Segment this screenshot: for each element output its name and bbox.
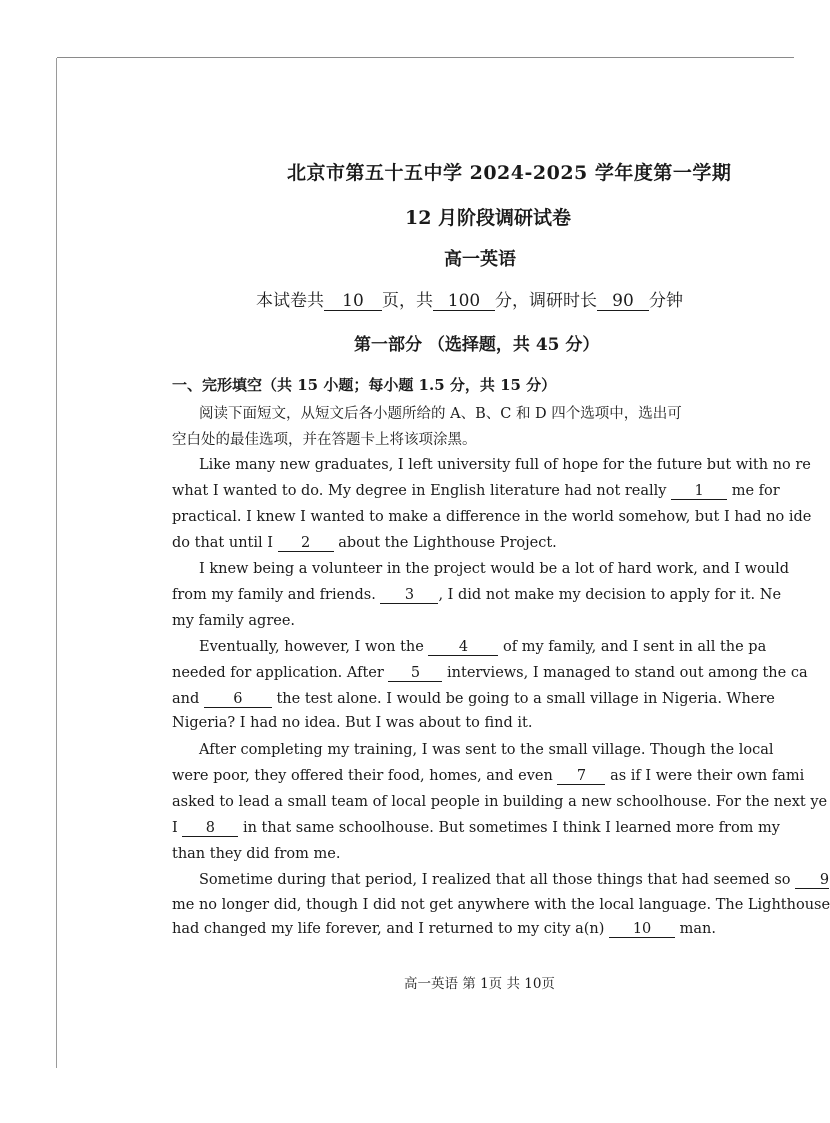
left-border-line [56,58,57,1068]
school-title: 北京市第五十五中学 2024-2025 学年度第一学期 [287,162,732,184]
blank-6: 6 [204,691,272,708]
blank-4: 4 [428,639,498,656]
passage-text: about the Lighthouse Project. [338,535,557,551]
passage-line [172,896,830,914]
exam-title: 12 月阶段调研试卷 [405,207,572,229]
passage-text: had changed my life forever, and I returned to my city a(n) [172,921,605,937]
exam-info [256,286,683,311]
passage-text: man. [679,921,716,937]
passage-line [172,456,811,474]
passage-text: of my family, and I sent in all the pa [503,639,767,655]
passage-text: me for [731,483,780,499]
passage-line [172,638,766,656]
passage-line [172,534,557,552]
passage-line [172,845,340,863]
passage-line [172,819,780,837]
passage-line [172,714,532,732]
blank-5: 5 [388,665,442,682]
passage-text: , I did not make my decision to apply for it. Ne [438,587,782,603]
passage-line [172,741,773,759]
instructions-cont [172,428,794,449]
passage-text: needed for application. After [172,665,384,681]
passage-line [172,920,716,938]
blank-8: 8 [182,820,238,837]
page-count: 10 [324,292,382,311]
exam-info-prefix: 本试卷共 [256,291,324,311]
passage-line [172,586,781,604]
total-score: 100 [433,292,495,311]
passage-line [172,793,827,811]
passage-text: in that same schoolhouse. But sometimes I think I learned more from my [242,820,780,836]
passage-text: Sometime during that period, I realized that all those things that had seemed so [199,872,791,888]
blank-7: 7 [557,768,605,785]
passage-line [172,690,775,708]
blank-9: 9 [795,872,829,889]
passage-text: do that until I [172,535,273,551]
exam-info-score-unit: 分，调研时长 [495,291,597,311]
passage-text: practical. I knew I wanted to make a difference in the world somehow, but I had no ide [172,509,812,525]
instructions [172,402,794,423]
passage-text: the test alone. I would be going to a small village in Nigeria. Where [276,691,775,707]
passage-line [172,871,829,889]
blank-2: 2 [278,535,334,552]
passage-text: I [172,820,178,836]
passage-text: were poor, they offered their food, homes, and even [172,768,553,784]
passage-text: me no longer did, though I did not get anywhere with the local language. The Lighthouse [172,897,830,913]
top-border-line [57,57,794,58]
passage-text: as if I were their own fami [610,768,805,784]
passage-text: Eventually, however, I won the [199,639,424,655]
passage-text: Like many new graduates, I left university full of hope for the future but with no re [199,457,811,473]
passage-text: from my family and friends. [172,587,376,603]
passage-text: my family agree. [172,613,296,629]
passage-line [172,664,808,682]
subject-title: 高一英语 [444,249,516,270]
passage-line [172,482,780,500]
passage-text: I knew being a volunteer in the project would be a lot of hard work, and I would [199,561,790,577]
page-footer: 高一英语 第 1页 共 10页 [404,976,555,992]
passage-text: After completing my training, I was sent to the small village. Though the local [199,742,774,758]
passage-line [172,560,789,578]
instruction-line: 阅读下面短文，从短文后各小题所给的 A、B、C 和 D 四个选项中，选出可 [199,406,682,422]
instruction-line: 空白处的最佳选项，并在答题卡上将该项涂黑。 [172,432,477,448]
blank-10: 10 [609,921,675,938]
exam-info-pages-unit: 页，共 [382,291,433,311]
section-title: 一、完形填空（共 15 小题；每小题 1.5 分，共 15 分） [172,376,557,394]
passage-text: asked to lead a small team of local people in building a new schoolhouse. For the next ye [172,794,828,810]
exam-info-duration-unit: 分钟 [649,291,683,311]
exam-duration: 90 [597,292,649,311]
passage-text: what I wanted to do. My degree in English literature had not really [172,483,667,499]
blank-3: 3 [380,587,438,604]
blank-1: 1 [671,483,727,500]
passage-text: interviews, I managed to stand out among the ca [447,665,808,681]
passage-text: and [172,691,200,707]
passage-line [172,612,295,630]
part-title: 第一部分 （选择题，共 45 分） [354,335,600,355]
passage-line [172,767,804,785]
passage-text: than they did from me. [172,846,341,862]
passage-line [172,508,811,526]
passage-text: Nigeria? I had no idea. But I was about to find it. [172,715,533,731]
